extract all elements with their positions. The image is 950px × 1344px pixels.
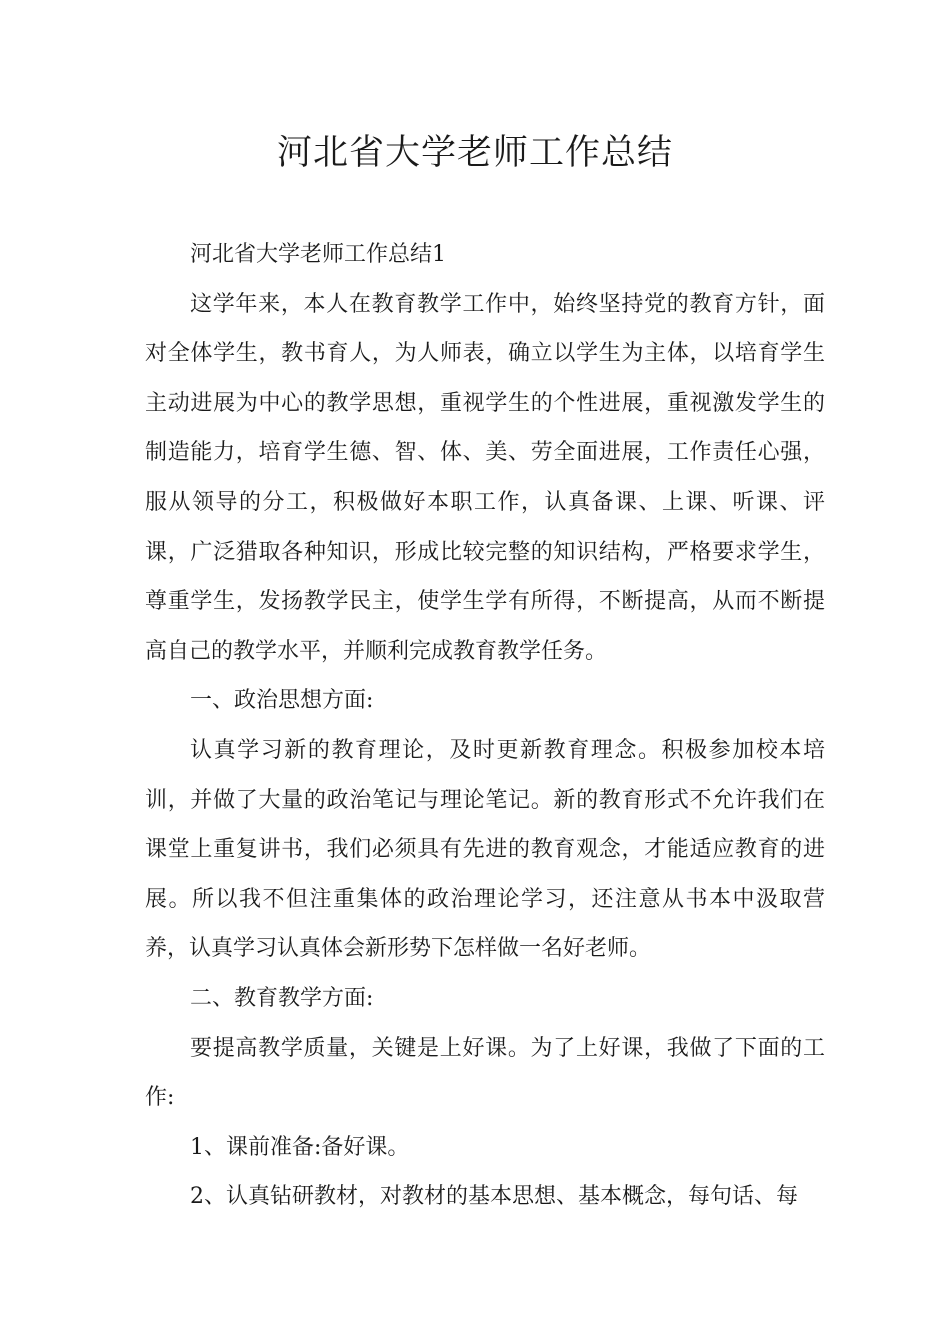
document-body: [145, 230, 825, 1222]
politics-paragraph: 认真学习新的教育理论，及时更新教育理念。积极参加校本培训，并做了大量的政治笔记与理论笔记。新的教育形式不允许我们在课堂上重复讲书，我们必须具有先进的教育观念，才能适应教育的进展。所以我不但注重集体的政治理论学习，还注意从书本中汲取营养，认真学习认真体会新形势下怎样做一名好老师。: [145, 737, 825, 962]
section-heading-teaching: 二、教育教学方面:: [190, 985, 374, 1011]
document-title: 河北省大学老师工作总结: [276, 133, 673, 173]
section-heading-politics: 一、政治思想方面:: [190, 688, 374, 714]
list-item-1: 1、课前准备:备好课。: [190, 1134, 410, 1160]
list-item-2: 2、认真钻研教材，对教材的基本思想、基本概念，每句话、每: [190, 1184, 798, 1210]
section-subtitle: 河北省大学老师工作总结1: [190, 242, 446, 267]
intro-paragraph: 这学年来，本人在教育教学工作中，始终坚持党的教育方针，面对全体学生，教书育人，为人师表，确立以学生为主体，以培育学生主动进展为中心的教学思想，重视学生的个性进展，重视激发学生的制造能力，培育学生德、智、体、美、劳全面进展，工作责任心强，服从领导的分工，积极做好本职工作，认真备课、上课、听课、评课，广泛猎取各种知识，形成比较完整的知识结构，严格要求学生，尊重学生，发扬教学民主，使学生学有所得，不断提高，从而不断提高自己的教学水平，并顺利完成教育教学任务。: [145, 291, 825, 664]
teaching-paragraph: 要提高教学质量，关键是上好课。为了上好课，我做了下面的工作:: [145, 1035, 825, 1111]
